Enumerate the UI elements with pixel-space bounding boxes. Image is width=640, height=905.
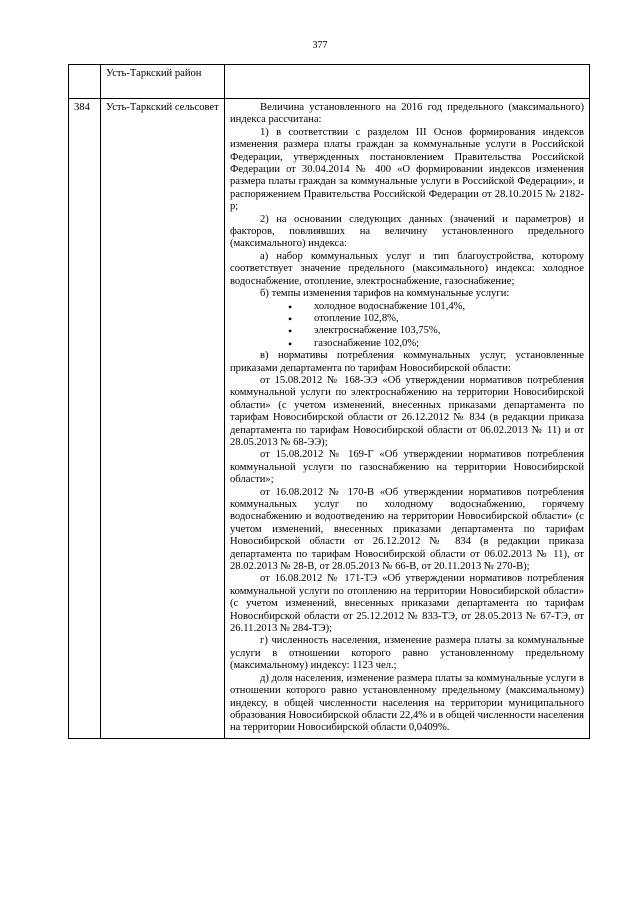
list-item: • отопление 102,8%, — [300, 313, 584, 325]
entry-number-cell: 384 — [69, 99, 101, 739]
district-row — [69, 65, 590, 99]
list-item: • газоснабжение 102,0%; — [300, 338, 584, 350]
paragraph-order-168: от 15.08.2012 № 168-ЭЭ «Об утверждении нормативов потребления коммунальной услуги по электроснабжению на территории Новосибирской области» (с учетом изменений, внесенных приказами департамента по тарифам Новосибирской области от 26.12.2012 № 834 (в редакции приказа департамента по тарифам Новосибирской области от 06.02.2013 № 11) и от 28.05.2013 № 68-ЭЭ); — [230, 374, 584, 448]
paragraph-basis-2: 2) на основании следующих данных (значений и параметров) и факторов, повлиявших на величину установленного предельного (максимального) индекса: — [230, 213, 584, 250]
paragraph-population-share: д) доля населения, изменение размера платы за коммунальные услуги в отношении которого равно установленному предельному (максимальному) индексу, в общей численности населения на территории муниципального образования Новосибирской области 22,4% и в общей численности населения на территории Новосибирской области 0,0409%. — [230, 672, 584, 734]
paragraph-order-171: от 16.08.2012 № 171-ТЭ «Об утверждении нормативов потребления коммунальной услуги по отоплению на территории Новосибирской области» (с учетом изменений, внесенных приказами департамента по тарифам Новосибирской области от 25.12.2012 № 833-ТЭ, от 28.05.2013 № 67-ТЭ, от 26.11.2013 № 284-ТЭ); — [230, 573, 584, 635]
paragraph-population: г) численность населения, изменение размера платы за коммунальные услуги в отношении которого равно установленному предельному (максимальному) индексу: 1123 чел.; — [230, 635, 584, 672]
tariff-rates-list — [230, 301, 584, 351]
paragraph-norms-heading: в) нормативы потребления коммунальных услуг, установленные приказами департамента по тарифам Новосибирской области: — [230, 350, 584, 374]
entry-row — [69, 99, 590, 739]
paragraph-basis-1: 1) в соответствии с разделом III Основ формирования индексов изменения размера платы граждан за коммунальные услуги в Российской Федерации, утвержденных постановлением Правительства Российской Федерации от 30.04.2014 № 400 «О формировании индексов изменения размера платы граждан за коммунальные услуги в Российской Федерации», и распоряжением Правительства Российской Федерации от 28.10.2015 № 2182-р; — [230, 126, 584, 213]
paragraph-tariff-rates-heading: б) темпы изменения тарифов на коммунальные услуги: — [260, 288, 510, 300]
paragraph-intro: Величина установленного на 2016 год предельного (максимального) индекса рассчитана: — [230, 102, 584, 126]
indices-table — [68, 64, 590, 739]
district-number-cell — [69, 65, 101, 99]
list-item: • холодное водоснабжение 101,4%, — [300, 301, 584, 313]
entry-name-cell: Усть-Таркский сельсовет — [101, 99, 225, 739]
list-item: • электроснабжение 103,75%, — [300, 325, 584, 337]
paragraph-order-169: от 15.08.2012 № 169-Г «Об утверждении нормативов потребления коммунальной услуги по газоснабжению на территории Новосибирской области»; — [230, 449, 584, 486]
page-number: 377 — [312, 40, 328, 51]
district-name-cell: Усть-Таркский район — [101, 65, 225, 99]
paragraph-services-set: а) набор коммунальных услуг и тип благоустройства, которому соответствует значение предельного (максимального) индекса: холодное водоснабжение, отопление, электроснабжение, газоснабжение; — [230, 250, 584, 287]
paragraph-order-170: от 16.08.2012 № 170-В «Об утверждении нормативов потребления коммунальных услуг по холодному водоснабжению, горячему водоснабжению и водоотведению на территории Новосибирской области» (с учетом изменений, внесенных приказами департамента по тарифам Новосибирской области от 26.12.2012 № 834 (в редакции приказа департамента по тарифам Новосибирской области от 06.02.2013 № 11), от 28.02.2013 № 28-В, от 28.05.2013 № 66-В, от 20.11.2013 № 270-В); — [230, 486, 584, 573]
entry-description-cell — [225, 99, 590, 739]
district-description-cell — [225, 65, 590, 99]
